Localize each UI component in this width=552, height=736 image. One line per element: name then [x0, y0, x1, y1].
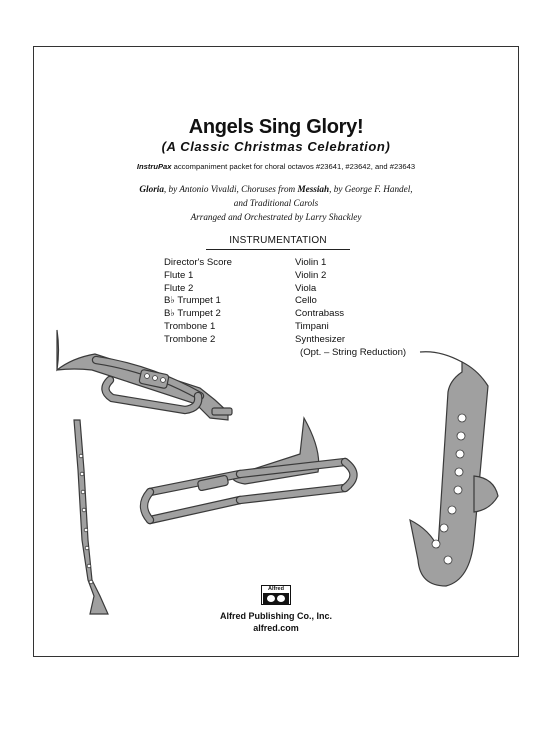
instrument-item: Violin 2 — [295, 269, 327, 281]
packet-brand: InstruPax — [136, 162, 172, 171]
instrument-item: Synthesizer — [295, 333, 346, 345]
page-title: Angels Sing Glory! — [188, 116, 364, 138]
publisher — [0, 610, 552, 634]
credits-by-1: , by Antonio Vivaldi, Choruses from — [163, 184, 298, 194]
instrument-item: Contrabass — [295, 308, 345, 320]
packet-text: accompaniment packet for choral octavos #23641, #23642, and #23643 — [171, 162, 416, 171]
trombone-icon — [144, 418, 354, 520]
instrument-item: Timpani — [295, 320, 329, 332]
saxophone-icon — [410, 352, 498, 586]
clarinet-icon — [74, 420, 108, 614]
alfred-logo-text: Alfred — [262, 586, 290, 593]
publisher-name: Alfred Publishing Co., Inc. — [219, 611, 332, 621]
instrument-item: Trombone 2 — [164, 333, 216, 345]
credits-line-3: Arranged and Orchestrated by Larry Shackley — [190, 212, 362, 222]
instrument-item: Viola — [295, 282, 317, 294]
publisher-url[interactable]: alfred.com — [253, 623, 299, 633]
instrument-item: Flute 1 — [164, 269, 194, 281]
instrument-item: Flute 2 — [164, 282, 194, 294]
instrument-item: Cello — [295, 295, 317, 307]
instrument-item: B♭ Trumpet 1 — [164, 295, 221, 307]
instrument-item: Violin 1 — [295, 257, 327, 268]
instrument-item: Trombone 1 — [164, 320, 216, 332]
alfred-logo-mark — [263, 593, 289, 604]
instrument-item: Director's Score — [164, 257, 232, 268]
instrument-item: B♭ Trumpet 2 — [164, 308, 221, 320]
instrumentation-heading: INSTRUMENTATION — [229, 235, 327, 246]
credits-work-messiah: Messiah — [297, 184, 330, 194]
credits-by-2: , by George F. Handel, — [329, 184, 413, 194]
trumpet-icon — [57, 330, 232, 420]
credits-line-2: and Traditional Carols — [233, 198, 319, 208]
page-subtitle: (A Classic Christmas Celebration) — [161, 139, 391, 154]
instrument-item: (Opt. – String Reduction) — [300, 346, 407, 358]
alfred-logo — [261, 585, 291, 605]
credits-work-gloria: Gloria — [139, 184, 164, 194]
